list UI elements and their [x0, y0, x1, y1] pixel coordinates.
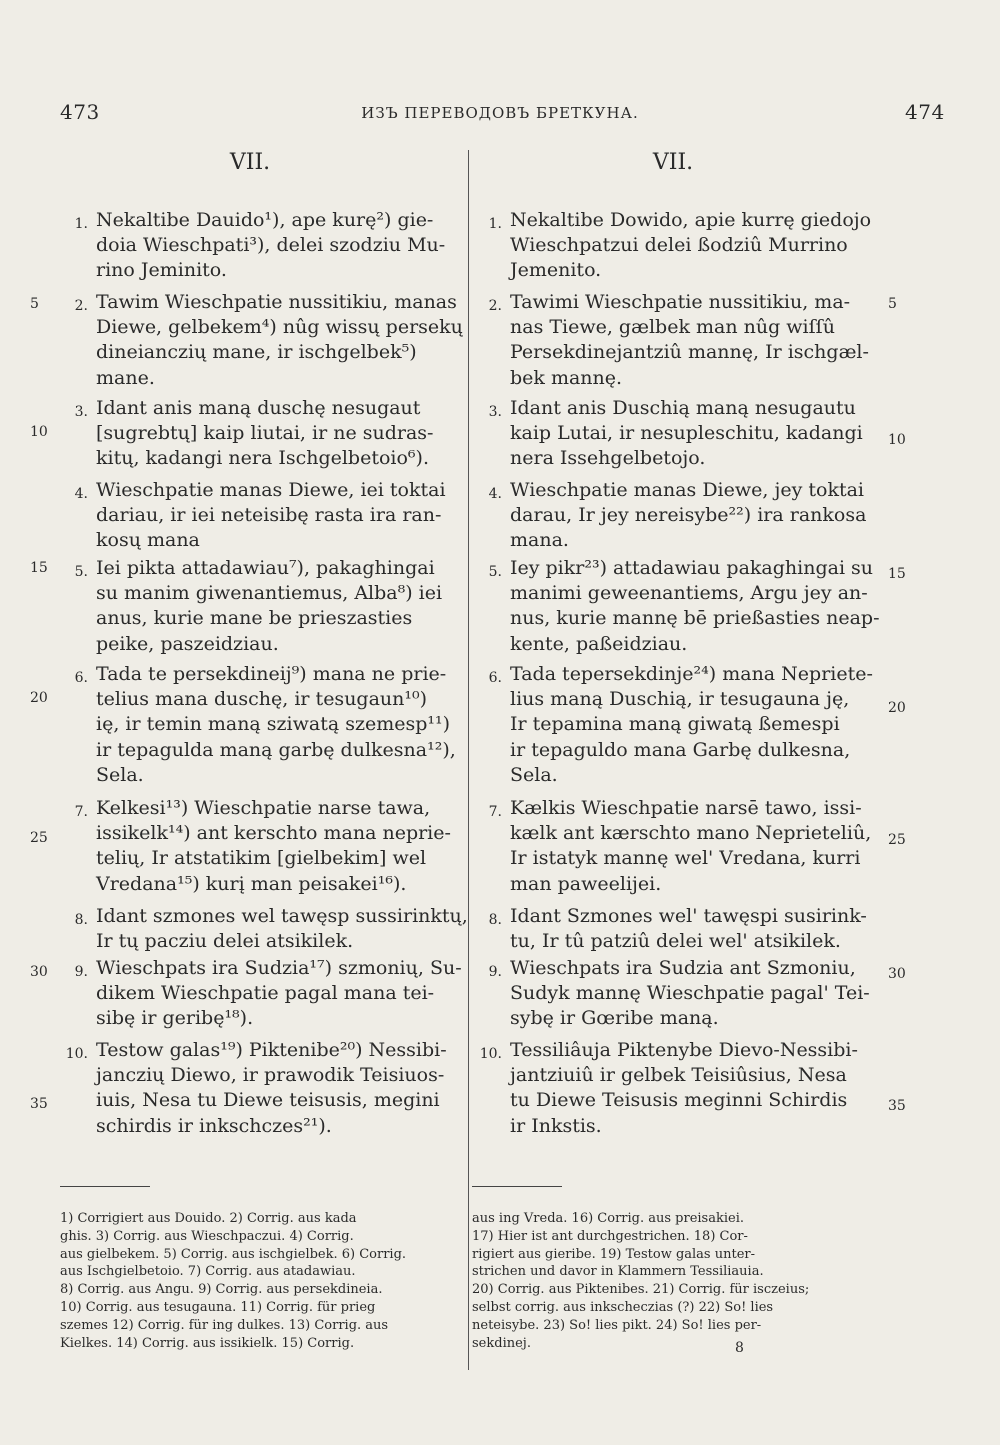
verse-line: Tada tepersekdinje²⁴) mana Nepriete- — [510, 663, 873, 685]
verse-line: issikelk¹⁴) ant kerschto mana neprie- — [96, 822, 451, 845]
verse-line: Idant szmones wel tawęsp sussirinktų, — [96, 905, 468, 927]
right-footnotes — [472, 1210, 872, 1352]
line-number: 15 — [30, 560, 48, 576]
verse-number: 6. — [74, 670, 88, 686]
line-number: 5 — [30, 296, 39, 312]
line-number: 20 — [888, 700, 906, 716]
right-page-number: 474 — [905, 100, 945, 124]
verse-line: tu, Ir tû patziû delei wel' atsikilek. — [510, 930, 841, 953]
verse-line: lius maną Duschią, ir tesugauna ję, — [510, 688, 850, 711]
verse-8 — [74, 904, 468, 954]
footnote-line: 20) Corrig. aus Piktenibes. 21) Corrig. für isczeius; — [472, 1282, 810, 1298]
verse-number: 6. — [488, 670, 502, 686]
verse-line: bek mannę. — [510, 366, 623, 389]
left-page-number: 473 — [60, 100, 100, 124]
footnote-line: sekdinej. — [472, 1335, 531, 1351]
verse-line: kente, paßeidziau. — [510, 632, 688, 655]
footnote-line: rigiert aus gieribe. 19) Testow galas unter- — [472, 1246, 756, 1262]
verse-line: Idant Szmones wel' tawęspi susirink- — [510, 905, 867, 927]
verse-line: Sela. — [96, 763, 144, 786]
verse-line: Jemenito. — [510, 259, 602, 282]
line-number: 25 — [30, 830, 48, 846]
left-footnote-rule — [60, 1186, 150, 1187]
verse-number: 5. — [74, 564, 88, 580]
verse-10 — [479, 1038, 878, 1139]
verse-line: [sugrebtų] kaip liutai, ir ne sudras- — [96, 422, 434, 445]
verse-line: Kelkesi¹³) Wieschpatie narse tawa, — [96, 797, 431, 819]
verse-number: 1. — [488, 216, 502, 232]
footnote-line: 10) Corrig. aus tesugauna. 11) Corrig. für prieg — [60, 1299, 376, 1315]
verse-line: Idant anis Duschią maną nesugautu — [510, 397, 856, 419]
verse-line: Persekdinejantziû mannę, Ir ischgæl- — [510, 341, 869, 364]
verse-number: 8. — [488, 912, 502, 928]
footnote-line: strichen und davor in Klammern Tessiliauia. — [472, 1264, 764, 1280]
footnote-line: aus ing Vreda. 16) Corrig. aus preisakiei. — [472, 1211, 744, 1226]
verse-6 — [488, 662, 878, 788]
verse-line: man paweelijei. — [510, 872, 662, 895]
line-number: 30 — [30, 964, 48, 980]
verse-line: Tessiliâuja Piktenybe Dievo-Nessibi- — [510, 1039, 858, 1061]
verse-8 — [488, 904, 878, 954]
verse-2 — [74, 290, 463, 391]
verse-line: Iei pikta attadawiau⁷), pakaghingai — [96, 557, 435, 579]
verse-line: mane. — [96, 366, 155, 389]
verse-number: 9. — [488, 964, 502, 980]
column-divider — [468, 150, 469, 1370]
verse-9 — [74, 956, 462, 1032]
verse-line: Nekaltibe Dowido, apie kurrę giedojo — [510, 209, 872, 231]
verse-number: 3. — [488, 404, 502, 420]
verse-line: janczių Diewo, ir prawodik Teisiuos- — [96, 1064, 445, 1087]
verse-line: Idant anis maną duschę nesugaut — [96, 397, 421, 419]
line-number: 20 — [30, 690, 48, 706]
line-number: 35 — [888, 1098, 906, 1114]
verse-line: telius mana duschę, ir tesugaun¹⁰) — [96, 688, 428, 711]
verse-line: doia Wieschpati³), delei szodziu Mu- — [96, 234, 446, 257]
signature-mark: 8 — [735, 1340, 744, 1356]
verse-line: Sudyk mannę Wieschpatie pagal' Tei- — [510, 982, 870, 1005]
verse-line: Wieschpatie manas Diewe, iei toktai — [96, 479, 446, 501]
verse-10 — [65, 1038, 458, 1139]
verse-line: sibę ir geribę¹⁸). — [96, 1007, 254, 1030]
verse-line: peike, paszeidziau. — [96, 632, 279, 655]
verse-line: schirdis ir inkschczes²¹). — [96, 1114, 332, 1137]
footnote-line: neteisybe. 23) So! lies pikt. 24) So! lies per- — [472, 1317, 762, 1333]
verse-line: Ir tepamina maną giwatą ßemespi — [510, 713, 840, 736]
line-number: 35 — [30, 1096, 48, 1112]
verse-line: Tawimi Wieschpatie nussitikiu, ma- — [510, 291, 851, 313]
verse-number: 3. — [74, 404, 88, 420]
verse-line: dikem Wieschpatie pagal mana tei- — [96, 982, 435, 1005]
verse-line: Wieschpatie manas Diewe, jey toktai — [510, 479, 865, 501]
footnote-line: 1) Corrigiert aus Douido. 2) Corrig. aus kada — [60, 1211, 357, 1226]
verse-number: 7. — [488, 804, 502, 820]
verse-line: Kælkis Wieschpatie narsē tawo, issi- — [510, 797, 862, 819]
verse-line: kaip Lutai, ir nesupleschitu, kadangi — [510, 422, 863, 445]
verse-line: jantziuiû ir gelbek Teisiûsius, Nesa — [510, 1064, 847, 1087]
verse-line: ir Inkstis. — [510, 1114, 602, 1137]
verse-line: mana. — [510, 529, 569, 552]
footnote-line: selbst corrig. aus inkscheczias (?) 22) So! lies — [472, 1299, 774, 1315]
verse-line: Ir istatyk mannę wel' Vredana, kurri — [510, 847, 861, 870]
verse-4 — [74, 478, 458, 554]
verse-line: tu Diewe Teisusis meginni Schirdis — [510, 1089, 848, 1112]
verse-line: kælk ant kærschto mano Neprieteliû, — [510, 822, 872, 845]
verse-line: Wieschpatzui delei ßodziû Murrino — [510, 234, 848, 257]
verse-line: darau, Ir jey nereisybe²²) ira rankosa — [510, 504, 867, 527]
verse-line: dariau, ir iei neteisibę rasta ira ran- — [96, 504, 442, 527]
footnote-line: 17) Hier ist ant durchgestrichen. 18) Cor- — [472, 1228, 748, 1244]
verse-line: Sela. — [510, 763, 558, 786]
verse-line: Wieschpats ira Sudzia ant Szmoniu, — [510, 957, 856, 979]
verse-number: 8. — [74, 912, 88, 928]
verse-1 — [74, 208, 458, 284]
footnote-line: ghis. 3) Corrig. aus Wieschpaczui. 4) Corrig. — [60, 1228, 354, 1244]
verse-number: 2. — [488, 298, 502, 314]
verse-line: anus, kurie mane be prieszasties — [96, 607, 413, 630]
verse-5 — [74, 556, 458, 657]
verse-line: kitų, kadangi nera Ischgelbetoio⁶). — [96, 447, 430, 470]
verse-line: rino Jeminito. — [96, 259, 227, 282]
verse-line: dineianczių mane, ir ischgelbek⁵) — [96, 341, 417, 364]
verse-line: telių, Ir atstatikim [gielbekim] wel — [96, 847, 427, 870]
verse-line: kosų mana — [96, 529, 200, 552]
verse-5 — [488, 556, 880, 657]
footnote-line: 8) Corrig. aus Angu. 9) Corrig. aus persekdineia. — [60, 1282, 383, 1298]
verse-9 — [488, 956, 878, 1032]
verse-line: sybę ir Gœribe maną. — [510, 1007, 719, 1030]
verse-number: 1. — [74, 216, 88, 232]
footnote-line: Kielkes. 14) Corrig. aus issikielk. 15) Corrig. — [60, 1335, 355, 1351]
verse-3 — [488, 396, 878, 472]
verse-number: 10. — [65, 1046, 88, 1062]
line-number: 10 — [888, 432, 906, 448]
verse-line: ir tepagulda maną garbę dulkesna¹²), — [96, 738, 456, 761]
line-number: 10 — [30, 424, 48, 440]
verse-line: manimi geweenantiems, Argu jey an- — [510, 582, 868, 605]
right-footnote-rule — [472, 1186, 562, 1187]
footnote-line: szemes 12) Corrig. für ing dulkes. 13) Corrig. aus — [60, 1317, 389, 1333]
left-column-title: VII. — [229, 150, 271, 175]
verse-4 — [488, 478, 878, 554]
verse-line: nas Tiewe, gælbek man nûg wiſſû — [510, 316, 835, 339]
right-column-title: VII. — [652, 150, 694, 175]
verse-number: 4. — [74, 486, 88, 502]
verse-line: ir tepaguldo mana Garbę dulkesna, — [510, 738, 851, 761]
verse-6 — [74, 662, 458, 788]
verse-3 — [74, 396, 458, 472]
verse-line: Testow galas¹⁹) Piktenibe²⁰) Nessibi- — [96, 1039, 447, 1061]
verse-number: 5. — [488, 564, 502, 580]
verse-number: 7. — [74, 804, 88, 820]
verse-line: ię, ir temin maną sziwatą szemesp¹¹) — [96, 713, 451, 736]
verse-number: 9. — [74, 964, 88, 980]
verse-number: 4. — [488, 486, 502, 502]
verse-line: nera Issehgelbetojo. — [510, 447, 706, 470]
verse-line: Wieschpats ira Sudzia¹⁷) szmonių, Su- — [96, 957, 462, 979]
verse-line: Vredana¹⁵) kurį man peisakei¹⁶). — [96, 872, 407, 895]
verse-1 — [488, 208, 878, 284]
verse-line: Nekaltibe Dauido¹), ape kurę²) gie- — [96, 209, 434, 231]
line-number: 30 — [888, 966, 906, 982]
footnote-line: aus gielbekem. 5) Corrig. aus ischgielbek. 6) Corrig. — [60, 1246, 407, 1262]
verse-number: 2. — [74, 298, 88, 314]
left-footnotes — [60, 1210, 455, 1352]
verse-7 — [74, 796, 458, 897]
verse-number: 10. — [479, 1046, 502, 1062]
running-title: ИЗЪ ПЕРЕВОДОВЪ БРЕТКУНА. — [361, 104, 639, 122]
verse-line: nus, kurie mannę bē prießasties neap- — [510, 607, 880, 630]
verse-line: Iey pikr²³) attadawiau pakaghingai su — [510, 557, 874, 579]
verse-2 — [488, 290, 878, 391]
verse-line: Tada te persekdineij⁹) mana ne prie- — [96, 663, 447, 685]
verse-7 — [488, 796, 878, 897]
verse-line: iuis, Nesa tu Diewe teisusis, megini — [96, 1089, 440, 1112]
line-number: 15 — [888, 566, 906, 582]
verse-line: Diewe, gelbekem⁴) nûg wissų persekų — [96, 316, 463, 339]
line-number: 5 — [888, 296, 897, 312]
verse-line: Ir tų pacziu delei atsikilek. — [96, 930, 354, 953]
verse-line: su manim giwenantiemus, Alba⁸) iei — [96, 582, 443, 605]
footnote-line: aus Ischgielbetoio. 7) Corrig. aus atadawiau. — [60, 1264, 356, 1280]
verse-line: Tawim Wieschpatie nussitikiu, manas — [96, 291, 457, 313]
line-number: 25 — [888, 832, 906, 848]
